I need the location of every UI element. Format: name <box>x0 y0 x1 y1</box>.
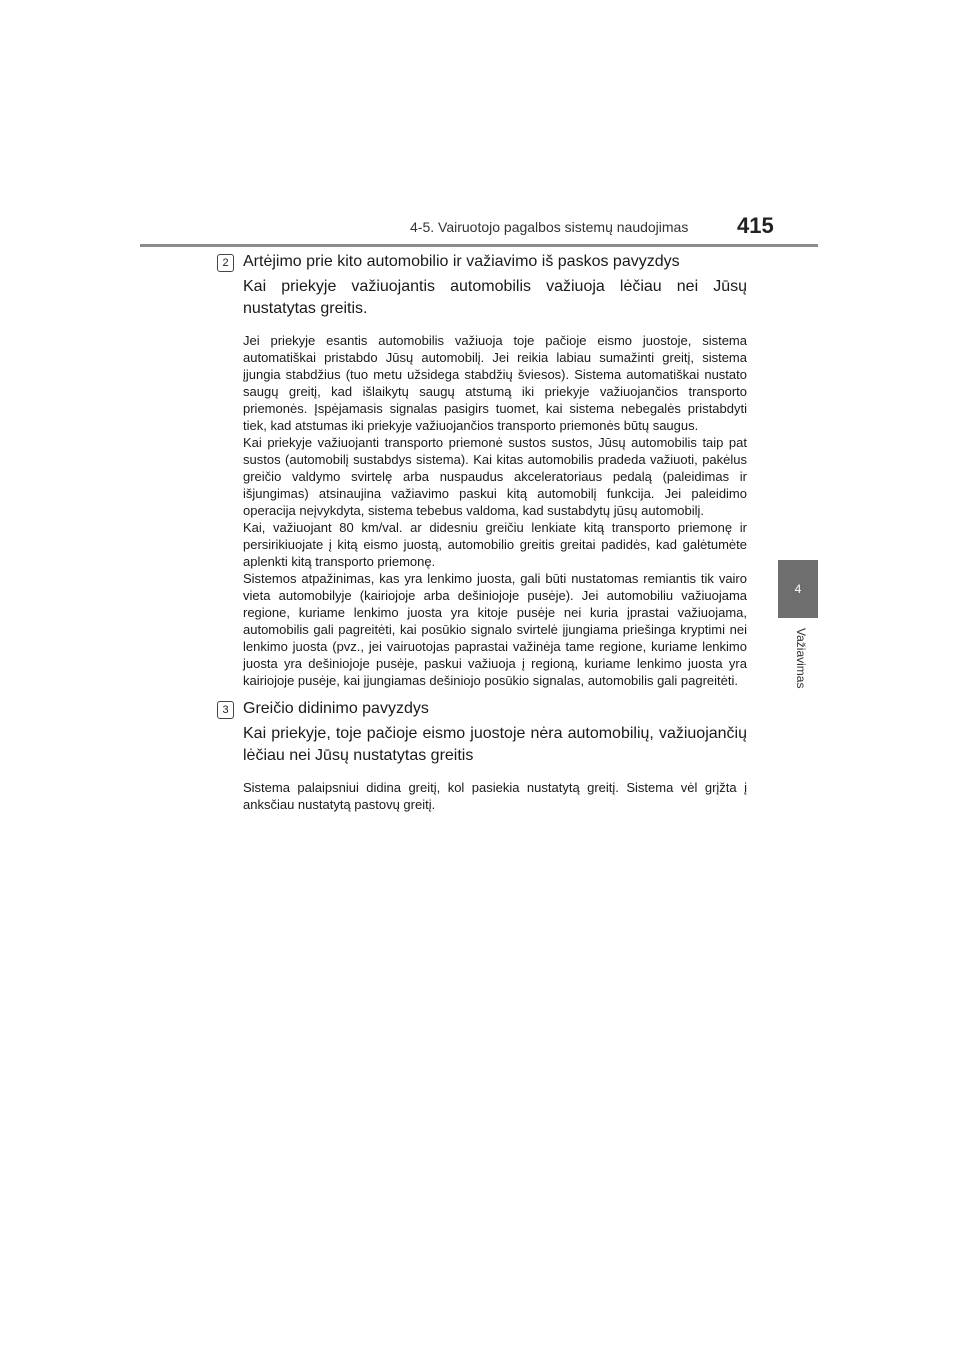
body-paragraph: Jei priekyje esantis automobilis važiuoja toje pačioje eismo juostoje, sistema automatiškai pristabdo Jūsų automobilį. Jei reikia labiau sumažinti greitį, sistema įjungia stabdžius (tuo metu užsidega stabdžių šviesos). Sistema automatiškai nustato saugų greitį, kad išlaikytų saugų atstumą iki priekyje važiuojančios transporto priemonės. Įspėjamasis signalas pasigirs tuomet, kai sistema nebegalės pristabdyti tiek, kad atstumas iki priekyje važiuojančios transporto priemonės būtų saugus. <box>243 333 747 433</box>
item-lead: Kai priekyje, toje pačioje eismo juostoje nėra automobilių, važiuojančių lėčiau nei Jūsų nustatytas greitis <box>243 725 747 764</box>
example-item <box>217 252 747 689</box>
header-divider <box>140 244 818 247</box>
item-title: Greičio didinimo pavyzdys <box>243 700 429 717</box>
page-content <box>217 252 747 813</box>
chapter-tab-number: 4 <box>794 582 802 596</box>
body-paragraph: Kai, važiuojant 80 km/val. ar didesniu greičiu lenkiate kitą transporto priemonę ir persirikiuojate į kitą eismo juostą, automobilio greitis greitai padidės, kad galėtumėte aplenkti kitą transporto priemonę. <box>243 520 747 569</box>
page-number: 415 <box>737 213 774 238</box>
chapter-tab <box>778 560 818 618</box>
step-marker: 2 <box>217 254 234 272</box>
item-title: Artėjimo prie kito automobilio ir važiavimo iš paskos pavyzdys <box>243 253 680 270</box>
item-body <box>243 332 747 689</box>
example-item <box>217 699 747 813</box>
body-paragraph: Sistema palaipsniui didina greitį, kol pasiekia nustatytą greitį. Sistema vėl grįžta į anksčiau nustatytą pastovų greitį. <box>243 780 747 812</box>
chapter-tab-label: Važiavimas <box>794 628 808 689</box>
header-section-title: 4-5. Vairuotojo pagalbos sistemų naudojimas <box>410 219 689 235</box>
body-paragraph: Kai priekyje važiuojanti transporto priemonė sustos sustos, Jūsų automobilis taip pat sustos (automobilį sustabdys sistema). Kai kitas automobilis pradeda važiuoti, pakėlus greičio valdymo svirtelę arba nuspaudus akceleratoriaus pedalą (paleidimas ir išjungimas) atsinaujina važiavimo paskui kitą automobilį funkcija. Jei paleidimo operacija neįvykdyta, sistema tebebus valdoma, kad sustabdytų jūsų automobilį. <box>243 435 747 518</box>
item-lead: Kai priekyje važiuojantis automobilis važiuoja lėčiau nei Jūsų nustatytas greitis. <box>243 278 747 317</box>
body-paragraph: Sistemos atpažinimas, kas yra lenkimo juosta, gali būti nustatomas remiantis tik vairo vieta automobilyje (kairiojoje arba dešiniojoje pusėje). Jei automobiliu važiuojama regione, kuriame lenkimo juosta yra kitoje pusėje nei kuria įprastai važiuojama, automobilis gali pagreitėti, kai posūkio signalo svirtelė įjungiama priešinga kryptimi nei lenkimo juosta (pvz., jei vairuotojas paprastai važinėja tame regione, kuriame lenkimo juosta yra dešiniojoje pusėje, paskui važiuoja į regioną, kuriame lenkimo juosta yra kairiojoje pusėje, kai įjungiamas dešiniojo posūkio signalas, automobilis gali pagreitėti. <box>243 571 747 688</box>
step-marker: 3 <box>217 701 234 719</box>
item-body <box>243 779 747 813</box>
